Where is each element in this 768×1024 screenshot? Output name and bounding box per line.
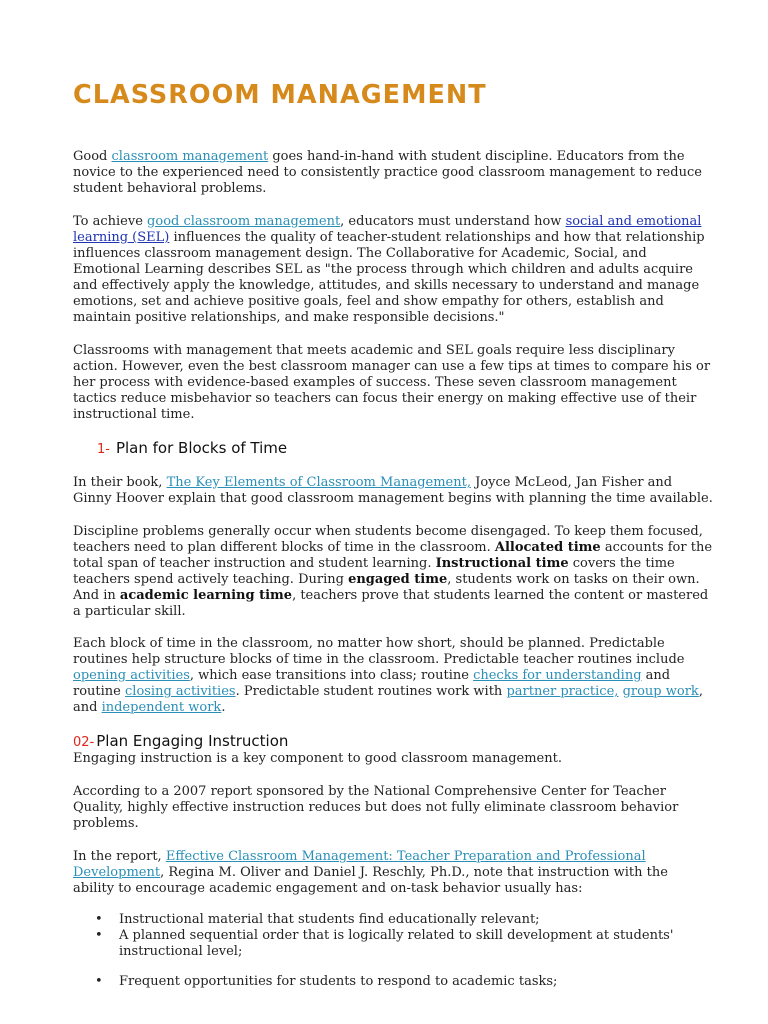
- text: , which ease transitions into class; routine: [189, 668, 474, 683]
- key-elements-link[interactable]: The Key Elements of Classroom Management,: [166, 475, 471, 490]
- academic-learning-time-term: academic learning time: [119, 588, 293, 603]
- group-work-link[interactable]: group work: [622, 684, 699, 699]
- sel-paragraph: [73, 214, 713, 326]
- engaging-paragraph: Engaging instruction is a key component to good classroom management.: [73, 751, 562, 766]
- text: accounts for the total span of teacher instruction and student learning.: [73, 540, 713, 571]
- text: , students work on tasks on their own. And in: [73, 572, 700, 603]
- section-heading-text: Plan Engaging Instruction: [96, 732, 289, 750]
- section-heading-2: [73, 732, 288, 750]
- allocated-time-term: Allocated time: [494, 540, 601, 555]
- engaged-time-term: engaged time: [348, 572, 448, 587]
- text: , Regina M. Oliver and Daniel J. Reschly, Ph.D., note that instruction with the ability to encourage academic engagement and on-task behavior usually has:: [73, 865, 668, 896]
- checks-for-understanding-link[interactable]: checks for understanding: [473, 668, 642, 683]
- text: To achieve: [73, 214, 148, 229]
- text: and routine: [73, 668, 671, 699]
- opening-activities-link[interactable]: opening activities: [73, 668, 190, 683]
- report-paragraph: According to a 2007 report sponsored by the National Comprehensive Center for Teacher Quality, highly effective instruction reduces but does not fully eliminate classroom behavior problems.: [73, 784, 679, 831]
- tactics-paragraph: Classrooms with management that meets academic and SEL goals require less disciplinary action. However, even the best classroom manager can use a few tips at times to compare his or her process with evidence-based examples of success. These seven classroom management tactics reduce misbehavior so teachers can focus their energy on making effective use of their instructional time.: [73, 343, 711, 422]
- text: Joyce McLeod, Jan Fisher and Ginny Hoover explain that good classroom management begins with planning the time available.: [73, 475, 713, 506]
- text: .: [221, 700, 226, 715]
- section-heading-text: Plan for Blocks of Time: [115, 439, 288, 457]
- section-number: 02-: [73, 735, 95, 750]
- list-item: • A planned sequential order that is logically related to skill development at students' instructional level;: [73, 928, 713, 960]
- text: . Predictable student routines work with: [235, 684, 507, 699]
- text: influences the quality of teacher-student relationships and how that relationship influences classroom management design. The Collaborative for Academic, Social, and Emotional Learning describes SEL as "the process through which children and adults acquire and effectively apply the knowledge, attitudes, and skills necessary to understand and manage emotions, set and achieve positive goals, feel and show empathy for others, establish and maintain positive relationships, and make responsible decisions.": [73, 230, 705, 325]
- list-item: • Frequent opportunities for students to respond to academic tasks;: [73, 974, 713, 990]
- classroom-management-link[interactable]: classroom management: [111, 149, 269, 164]
- independent-work-link[interactable]: independent work: [101, 700, 222, 715]
- partner-practice-link[interactable]: partner practice,: [506, 684, 619, 699]
- text: Each block of time in the classroom, no matter how short, should be planned. Predictable routines help structure blocks of time in the classroom. Predictable teacher routines include: [73, 636, 685, 667]
- book-paragraph: [73, 475, 713, 507]
- closing-activities-link[interactable]: closing activities: [125, 684, 236, 699]
- text: covers the time teachers spend actively teaching. During: [73, 556, 675, 587]
- text: In their book,: [73, 475, 167, 490]
- section-heading-1: [97, 439, 287, 457]
- instruction-features-list: [73, 912, 713, 990]
- intro-paragraph: [73, 149, 713, 197]
- sel-link[interactable]: social and emotional learning (SEL): [73, 214, 702, 245]
- text: , and: [73, 684, 703, 715]
- list-item: • Instructional material that students find educationally relevant;: [73, 912, 713, 928]
- discipline-paragraph: [73, 524, 713, 620]
- page-title: CLASSROOM MANAGEMENT: [73, 80, 487, 110]
- text: , educators must understand how: [340, 214, 566, 229]
- text: Good: [73, 149, 112, 164]
- good-classroom-management-link[interactable]: good classroom management: [147, 214, 341, 229]
- text: Discipline problems generally occur when students become disengaged. To keep them focused, teachers need to plan different blocks of time in the classroom.: [73, 524, 703, 555]
- oliver-reschly-paragraph: [73, 849, 713, 897]
- routines-paragraph: [73, 636, 713, 716]
- text: In the report,: [73, 849, 166, 864]
- effective-classroom-management-link[interactable]: Effective Classroom Management: Teacher Preparation and Professional Development: [73, 849, 646, 880]
- instructional-time-term: Instructional time: [435, 556, 569, 571]
- text: goes hand-in-hand with student discipline. Educators from the novice to the experienced need to consistently practice good classroom management to reduce student behavioral problems.: [73, 149, 702, 196]
- text: , teachers prove that students learned the content or mastered a particular skill.: [73, 588, 709, 619]
- section-number: 1-: [97, 442, 110, 457]
